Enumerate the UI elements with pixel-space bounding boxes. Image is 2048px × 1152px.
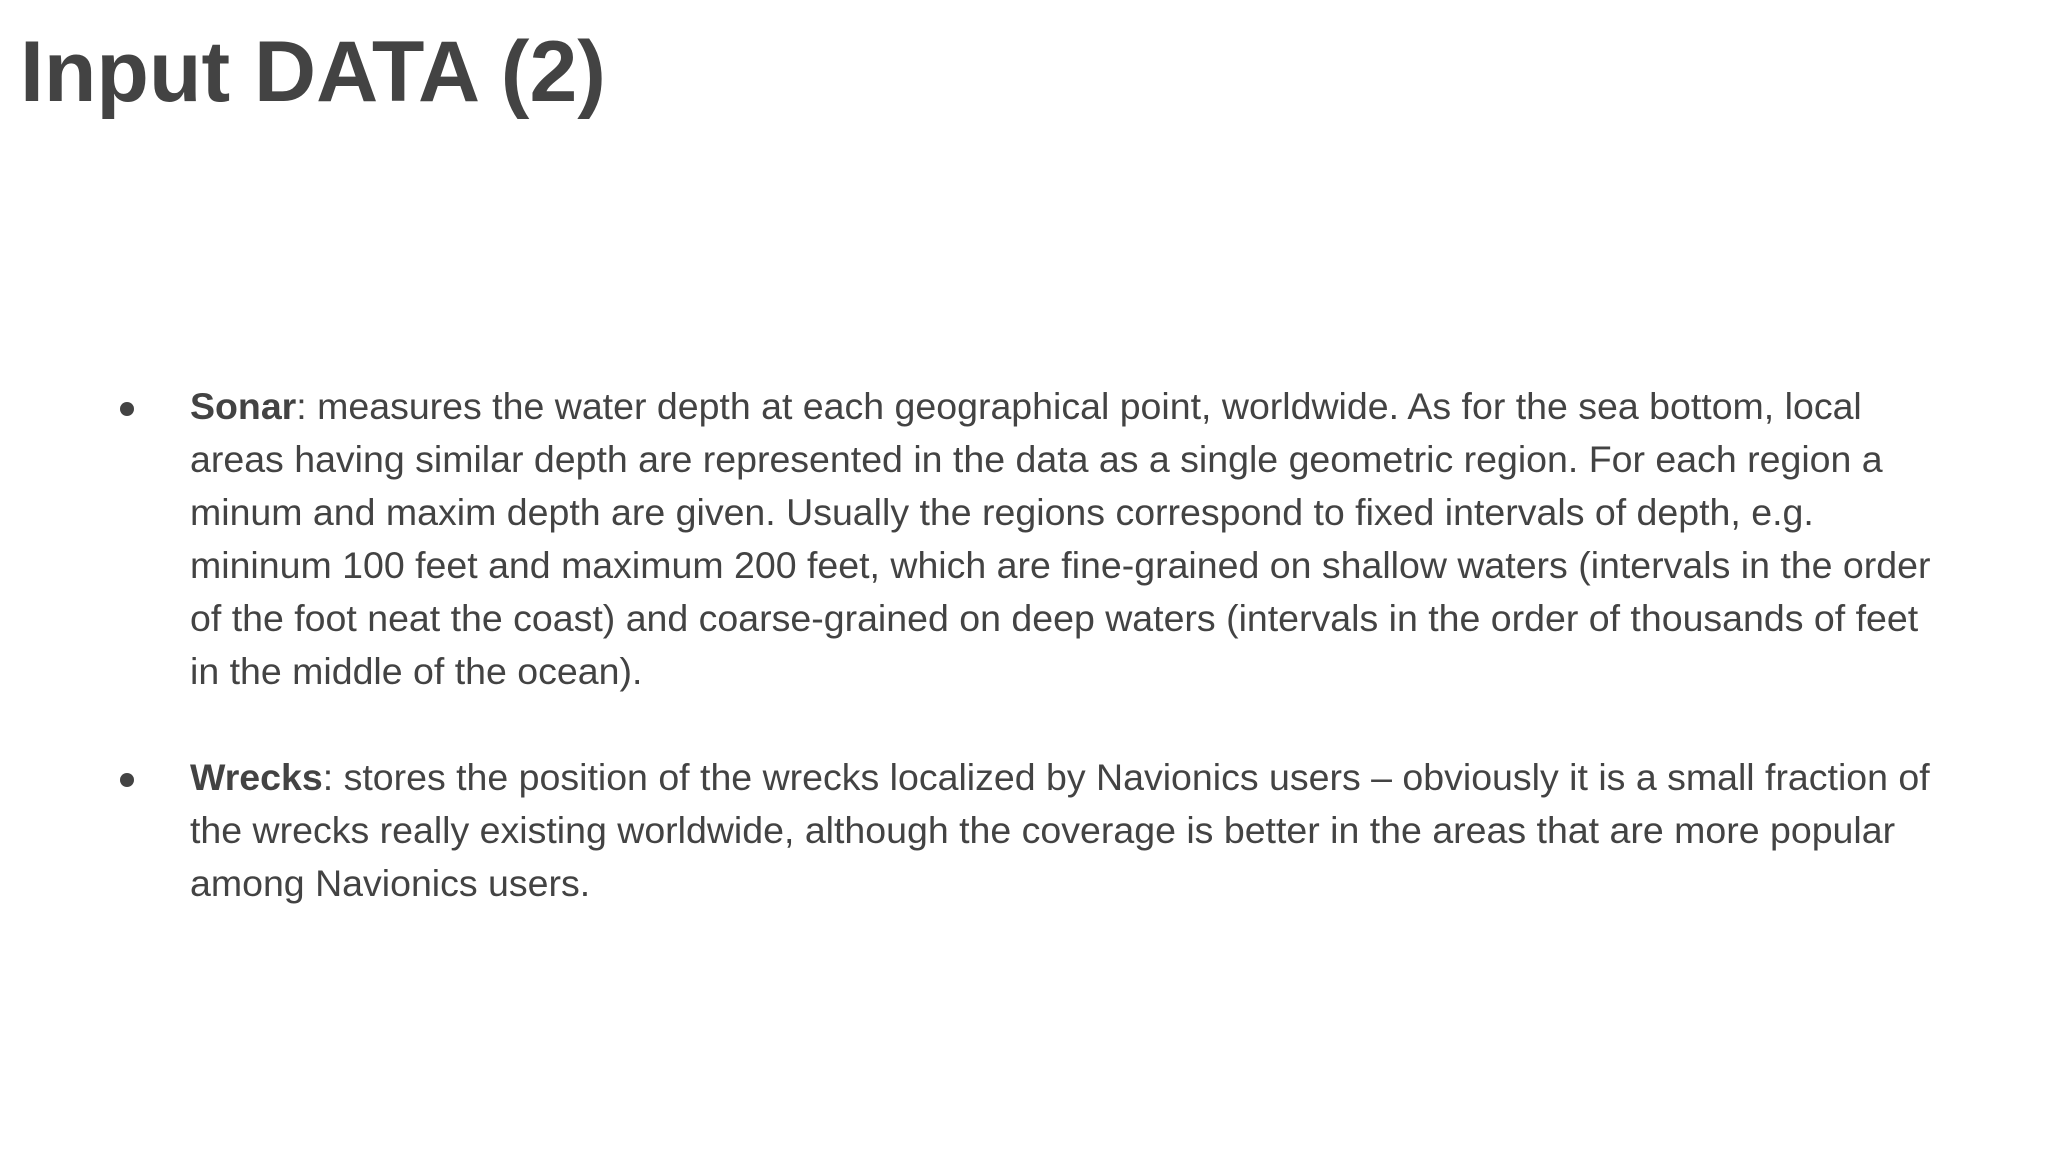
bullet-item-wrecks xyxy=(120,751,1950,910)
bullet-item-sonar xyxy=(120,380,1950,698)
bullet-term: Wrecks xyxy=(190,756,323,798)
bullet-list xyxy=(120,380,1950,910)
bullet-text: : measures the water depth at each geographical point, worldwide. As for the sea bottom, local areas having similar depth are represented in the data as a single geometric region. For each region a minum and maxim depth are given. Usually the regions correspond to fixed intervals of depth, e.g. mininum 100 feet and maximum 200 feet, which are fine-grained on shallow waters (intervals in the order of the foot neat the coast) and coarse-grained on deep waters (intervals in the order of thousands of feet in the middle of the ocean). xyxy=(190,385,1931,692)
bullet-dot-icon xyxy=(120,773,134,787)
bullet-dot-icon xyxy=(120,402,134,416)
bullet-text: : stores the position of the wrecks localized by Navionics users – obviously it is a small fraction of the wrecks really existing worldwide, although the coverage is better in the areas that are more popular among Navionics users. xyxy=(190,756,1930,904)
bullet-term: Sonar xyxy=(190,385,297,427)
slide-title: Input DATA (2) xyxy=(20,24,606,120)
